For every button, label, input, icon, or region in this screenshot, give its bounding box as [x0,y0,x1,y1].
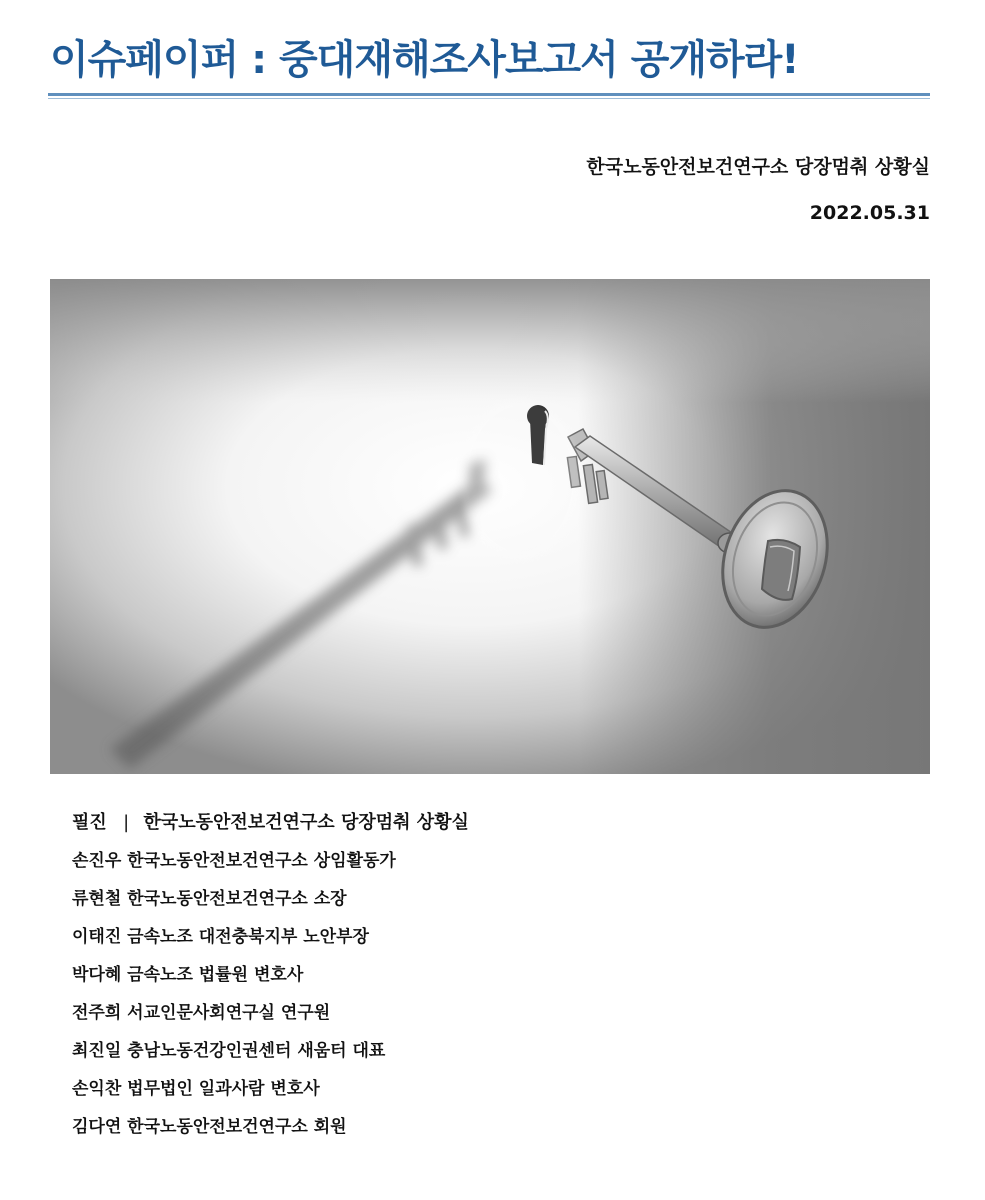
author-item: 박다혜 금속노조 법률원 변호사 [72,965,304,985]
author-item: 류현철 한국노동안전보건연구소 소장 [72,889,347,909]
title-divider-thin [48,98,930,99]
organization-name: 한국노동안전보건연구소 당장멈춰 상황실 [586,156,930,178]
author-item: 김다연 한국노동안전보건연구소 회원 [72,1117,347,1137]
author-item: 손진우 한국노동안전보건연구소 상임활동가 [72,851,396,871]
lead-label: 필진 [72,812,107,833]
author-list [72,810,469,1152]
lead-separator: | [123,812,130,833]
author-item: 이태진 금속노조 대전충북지부 노안부장 [72,927,369,947]
page-title: 이슈페이퍼 : 중대재해조사보고서 공개하라! [50,37,799,83]
cover-image [50,279,930,774]
lead-author-line [72,810,469,848]
lead-author: 한국노동안전보건연구소 당장멈춰 상황실 [143,812,469,833]
author-item: 손익찬 법무법인 일과사람 변호사 [72,1079,320,1099]
author-item: 최진일 충남노동건강인권센터 새움터 대표 [72,1041,386,1061]
publication-date: 2022.05.31 [809,202,930,224]
title-divider [48,93,930,96]
author-item: 전주희 서교인문사회연구실 연구원 [72,1003,331,1023]
